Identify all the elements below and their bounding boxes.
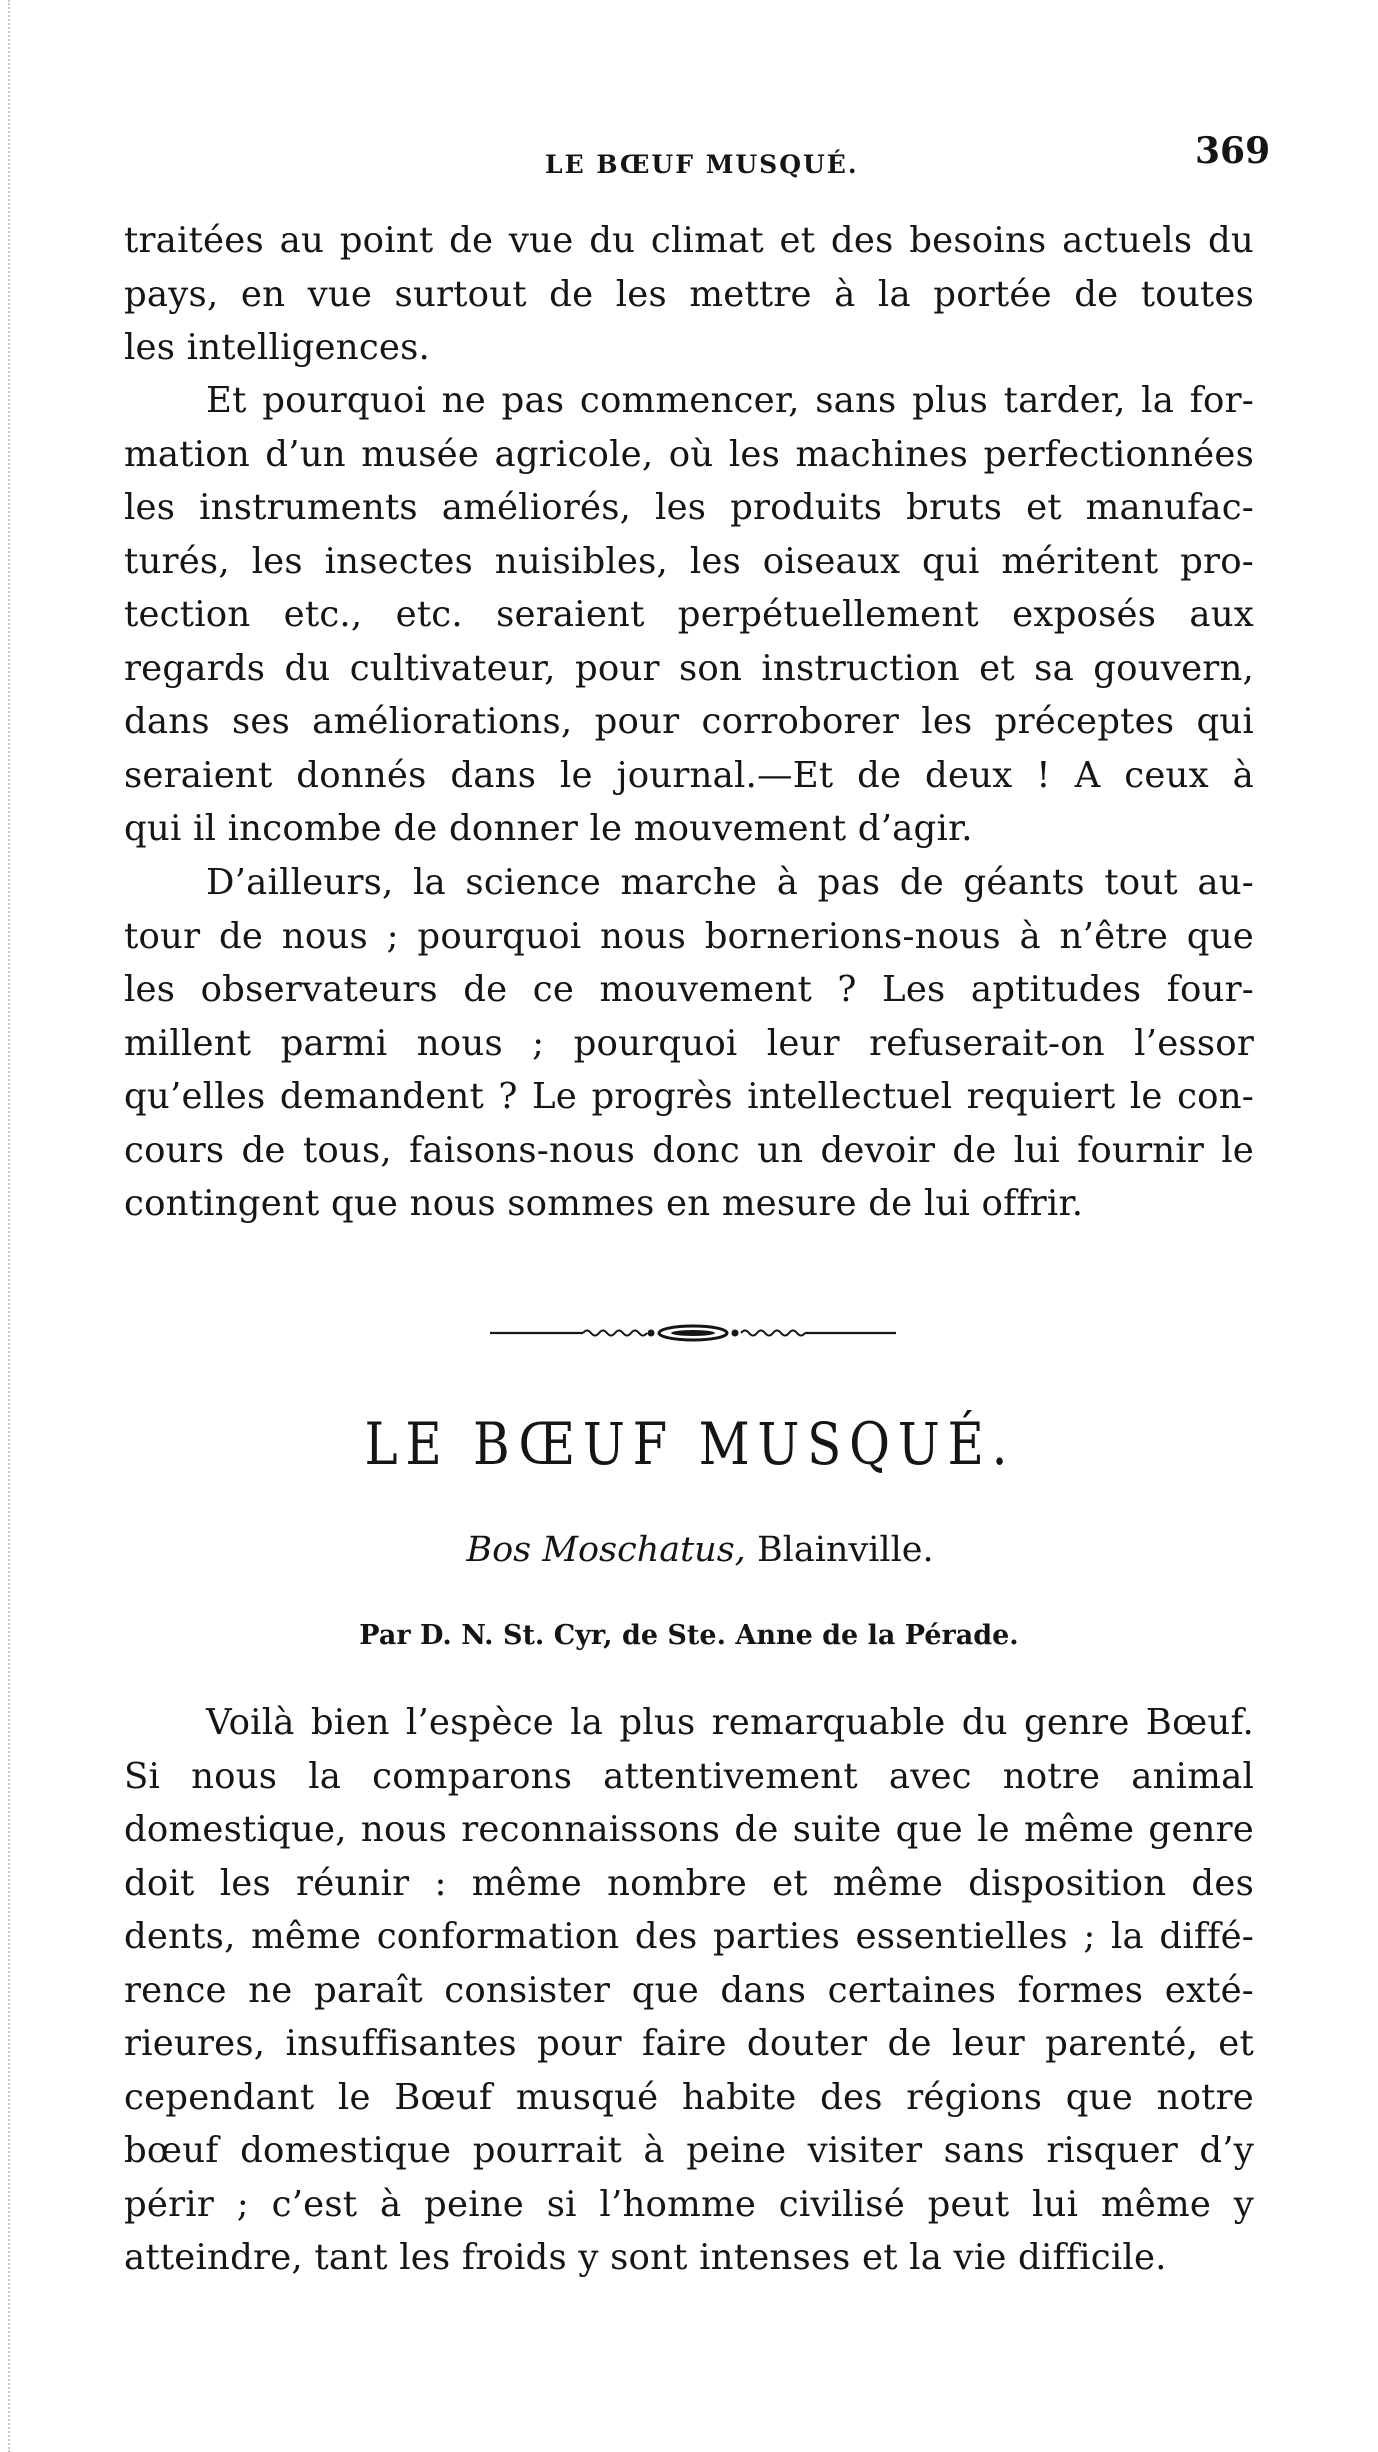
text-line: seraient donnés dans le journal.—Et de deux ! A ceux à <box>124 754 1254 796</box>
paragraph-muskox <box>124 1696 1254 2285</box>
text-line: les intelligences. <box>124 327 431 368</box>
text-line: atteindre, tant les froids y sont intenses et la vie difficile. <box>124 2237 1167 2278</box>
running-head: LE BŒUF MUSQUÉ. <box>545 150 859 179</box>
text-line: dans ses améliorations, pour corroborer les préceptes qui <box>124 701 1254 742</box>
article-subtitle <box>0 1530 1378 1570</box>
text-line: bœuf domestique pourrait à peine visiter sans risquer d’y <box>124 2130 1254 2171</box>
text-line: contingent que nous sommes en mesure de lui offrir. <box>124 1183 1084 1224</box>
text-line: turés, les insectes nuisibles, les oiseaux qui méritent pro- <box>124 540 1254 582</box>
page-number: 369 <box>1195 130 1271 172</box>
text-line: rence ne paraît consister que dans certaines formes exté- <box>124 1969 1254 2011</box>
text-line: dents, même conformation des parties essentielles ; la diffé- <box>124 1916 1254 1957</box>
text-line: cours de tous, faisons-nous donc un devoir de lui fournir le <box>124 1129 1254 1171</box>
ornament-rule-icon <box>488 1318 898 1348</box>
text-line: les instruments améliorés, les produits bruts et manufac- <box>124 487 1254 528</box>
paragraph-continuation <box>124 214 1254 375</box>
text-line: pays, en vue surtout de les mettre à la portée de toutes <box>124 273 1254 315</box>
paragraph-museum <box>124 374 1254 856</box>
text-line: D’ailleurs, la science marche à pas de géants tout au- <box>206 862 1254 903</box>
taxonomic-author: Blainville. <box>756 1530 934 1570</box>
text-line: qui il incombe de donner le mouvement d’agir. <box>124 808 973 849</box>
text-line: traitées au point de vue du climat et des besoins actuels du <box>124 220 1254 261</box>
text-line: rieures, insuffisantes pour faire douter de leur parenté, et <box>124 2023 1254 2064</box>
text-line: regards du cultivateur, pour son instruction et sa gouvern, <box>124 647 1254 689</box>
text-line: Si nous la comparons attentivement avec notre animal <box>124 1755 1254 1797</box>
text-line: millent parmi nous ; pourquoi leur refuserait-on l’essor <box>124 1022 1254 1064</box>
text-line: domestique, nous reconnaissons de suite que le même genre <box>124 1809 1254 1850</box>
text-line: tection etc., etc. seraient perpétuellement exposés aux <box>124 594 1254 635</box>
paragraph-science <box>124 856 1254 1231</box>
text-line: Et pourquoi ne pas commencer, sans plus tarder, la for- <box>206 380 1254 421</box>
scientific-name: Bos Moschatus, <box>466 1530 746 1570</box>
text-line: tour de nous ; pourquoi nous bornerions-nous à n’être que <box>124 915 1254 957</box>
article-byline: Par D. N. St. Cyr, de Ste. Anne de la Pérade. <box>359 1620 1019 1651</box>
text-line: les observateurs de ce mouvement ? Les aptitudes four- <box>124 969 1254 1010</box>
text-line: Voilà bien l’espèce la plus remarquable du genre Bœuf. <box>206 1702 1254 1743</box>
text-line: cependant le Bœuf musqué habite des régions que notre <box>124 2076 1254 2118</box>
scan-edge <box>0 0 10 2452</box>
text-line: qu’elles demandent ? Le progrès intellectuel requiert le con- <box>124 1076 1254 1117</box>
text-line: périr ; c’est à peine si l’homme civilisé peut lui même y <box>124 2183 1254 2225</box>
text-line: mation d’un musée agricole, où les machines perfectionnées <box>124 433 1254 475</box>
article-title: LE BŒUF MUSQUÉ. <box>364 1410 1016 1478</box>
text-line: doit les réunir : même nombre et même disposition des <box>124 1862 1254 1904</box>
